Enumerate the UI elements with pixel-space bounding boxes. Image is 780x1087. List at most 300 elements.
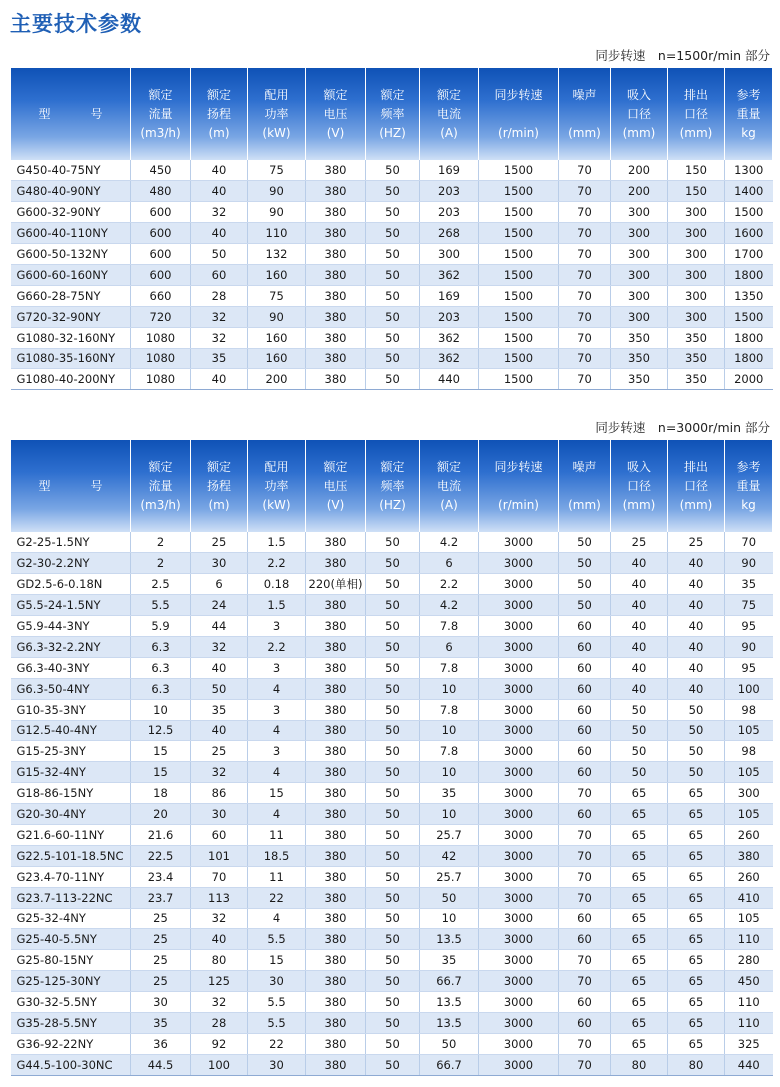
value-cell: 50 xyxy=(366,887,420,908)
section2-subtitle: 同步转速 n=3000r/min 部分 xyxy=(595,420,770,435)
value-cell: 90 xyxy=(725,553,773,574)
model-cell: G6.3-32-2.2NY xyxy=(11,636,131,657)
value-cell: 18.5 xyxy=(248,845,306,866)
table-row xyxy=(11,264,773,285)
header-line: (m) xyxy=(208,497,230,512)
header-line: (A) xyxy=(440,125,458,140)
value-cell: 380 xyxy=(306,678,366,699)
value-cell: 3 xyxy=(248,657,306,678)
value-cell: 110 xyxy=(725,1012,773,1033)
value-cell: 50 xyxy=(668,762,725,783)
value-cell: 5.5 xyxy=(131,595,191,616)
value-cell: 380 xyxy=(306,1033,366,1054)
value-cell: 32 xyxy=(191,762,248,783)
value-cell: 3000 xyxy=(479,657,559,678)
value-cell: 50 xyxy=(366,616,420,637)
table-row xyxy=(11,699,773,720)
value-cell: 40 xyxy=(611,657,668,678)
value-cell: 22.5 xyxy=(131,845,191,866)
value-cell: 1.5 xyxy=(248,595,306,616)
value-cell: 101 xyxy=(191,845,248,866)
value-cell: 70 xyxy=(559,181,611,202)
value-cell: 24 xyxy=(191,595,248,616)
header-line: 重量 xyxy=(736,478,761,493)
model-cell: G18-86-15NY xyxy=(11,783,131,804)
header-line: 参考 xyxy=(736,459,761,474)
model-cell: G1080-40-200NY xyxy=(11,369,131,390)
value-cell: 110 xyxy=(725,992,773,1013)
column-header xyxy=(366,440,420,532)
value-cell: 3 xyxy=(248,699,306,720)
header-line: 流量 xyxy=(148,106,173,121)
value-cell: 1500 xyxy=(479,181,559,202)
value-cell: 40 xyxy=(191,657,248,678)
value-cell: 65 xyxy=(668,950,725,971)
value-cell: 80 xyxy=(611,1054,668,1075)
value-cell: 380 xyxy=(725,845,773,866)
model-cell: G1080-32-160NY xyxy=(11,327,131,348)
column-header xyxy=(559,68,611,160)
value-cell: 1500 xyxy=(725,306,773,327)
value-cell: 40 xyxy=(668,595,725,616)
table-row xyxy=(11,971,773,992)
value-cell: 7.8 xyxy=(420,657,479,678)
value-cell: 80 xyxy=(668,1054,725,1075)
header-line xyxy=(559,477,610,496)
value-cell: 50 xyxy=(366,720,420,741)
value-cell: 105 xyxy=(725,908,773,929)
header-line: 排出 xyxy=(683,459,708,474)
value-cell: 4 xyxy=(248,678,306,699)
header-line: 噪声 xyxy=(572,459,597,474)
value-cell: 90 xyxy=(248,181,306,202)
value-cell: 50 xyxy=(611,741,668,762)
header-line: 额定 xyxy=(206,87,231,102)
value-cell: 70 xyxy=(559,244,611,265)
value-cell: 113 xyxy=(191,887,248,908)
value-cell: 380 xyxy=(306,783,366,804)
value-cell: 70 xyxy=(559,950,611,971)
header-line: (V) xyxy=(326,125,345,140)
value-cell: 600 xyxy=(131,202,191,223)
value-cell: 3 xyxy=(248,741,306,762)
model-cell: G25-125-30NY xyxy=(11,971,131,992)
value-cell: 2000 xyxy=(725,369,773,390)
value-cell: 105 xyxy=(725,762,773,783)
header-line: (kW) xyxy=(262,125,291,140)
value-cell: 65 xyxy=(668,824,725,845)
value-cell: 2 xyxy=(131,553,191,574)
value-cell: 65 xyxy=(611,950,668,971)
value-cell: 40 xyxy=(668,657,725,678)
value-cell: 350 xyxy=(668,327,725,348)
table-row xyxy=(11,720,773,741)
value-cell: 60 xyxy=(559,762,611,783)
value-cell: 60 xyxy=(559,699,611,720)
value-cell: 40 xyxy=(191,720,248,741)
value-cell: 65 xyxy=(611,992,668,1013)
value-cell: 1500 xyxy=(479,285,559,306)
value-cell: 1.5 xyxy=(248,532,306,553)
table-row xyxy=(11,887,773,908)
table-row xyxy=(11,553,773,574)
value-cell: 3000 xyxy=(479,908,559,929)
value-cell: 4.2 xyxy=(420,595,479,616)
value-cell: 380 xyxy=(306,971,366,992)
value-cell: 35 xyxy=(725,574,773,595)
value-cell: 40 xyxy=(191,181,248,202)
header-line: 频率 xyxy=(380,478,405,493)
value-cell: 380 xyxy=(306,824,366,845)
value-cell: 380 xyxy=(306,950,366,971)
value-cell: 203 xyxy=(420,306,479,327)
value-cell: 0.18 xyxy=(248,574,306,595)
value-cell: 70 xyxy=(559,866,611,887)
table-row xyxy=(11,616,773,637)
value-cell: 50 xyxy=(366,181,420,202)
value-cell: 35 xyxy=(420,783,479,804)
value-cell: 3000 xyxy=(479,762,559,783)
value-cell: 10 xyxy=(420,908,479,929)
value-cell: 5.5 xyxy=(248,992,306,1013)
header-line: (m) xyxy=(208,125,230,140)
value-cell: 60 xyxy=(559,804,611,825)
value-cell: 1500 xyxy=(479,369,559,390)
value-cell: 10 xyxy=(420,804,479,825)
header-line: (mm) xyxy=(568,497,601,512)
value-cell: 260 xyxy=(725,824,773,845)
value-cell: 65 xyxy=(611,845,668,866)
value-cell: 25.7 xyxy=(420,824,479,845)
column-header xyxy=(191,440,248,532)
model-cell: G21.6-60-11NY xyxy=(11,824,131,845)
header-line: 额定 xyxy=(380,87,405,102)
header-line: 同步转速 xyxy=(494,87,543,102)
value-cell: 6.3 xyxy=(131,657,191,678)
value-cell: 350 xyxy=(668,348,725,369)
table-row xyxy=(11,223,773,244)
value-cell: 70 xyxy=(559,348,611,369)
model-cell: G1080-35-160NY xyxy=(11,348,131,369)
value-cell: 2.2 xyxy=(420,574,479,595)
value-cell: 300 xyxy=(668,285,725,306)
header-line: 额定 xyxy=(323,87,348,102)
value-cell: 90 xyxy=(725,636,773,657)
value-cell: 50 xyxy=(611,762,668,783)
value-cell: 2.2 xyxy=(248,636,306,657)
value-cell: 25.7 xyxy=(420,866,479,887)
header-line: 电压 xyxy=(323,478,348,493)
value-cell: 32 xyxy=(191,636,248,657)
model-cell: G23.7-113-22NC xyxy=(11,887,131,908)
model-cell: G2-25-1.5NY xyxy=(11,532,131,553)
value-cell: 160 xyxy=(248,327,306,348)
value-cell: 95 xyxy=(725,616,773,637)
column-header xyxy=(131,440,191,532)
header-line: 流量 xyxy=(148,478,173,493)
value-cell: 25 xyxy=(191,532,248,553)
table-row xyxy=(11,202,773,223)
header-line: 口径 xyxy=(626,478,651,493)
value-cell: 1800 xyxy=(725,327,773,348)
column-header xyxy=(611,68,668,160)
value-cell: 380 xyxy=(306,369,366,390)
header-line: 噪声 xyxy=(572,87,597,102)
value-cell: 60 xyxy=(191,264,248,285)
value-cell: 65 xyxy=(668,971,725,992)
value-cell: 1800 xyxy=(725,264,773,285)
value-cell: 3000 xyxy=(479,866,559,887)
header-line: 电流 xyxy=(436,478,461,493)
value-cell: 3000 xyxy=(479,824,559,845)
value-cell: 65 xyxy=(611,1012,668,1033)
value-cell: 40 xyxy=(668,616,725,637)
value-cell: 32 xyxy=(191,306,248,327)
value-cell: 260 xyxy=(725,866,773,887)
value-cell: 160 xyxy=(248,264,306,285)
value-cell: 3000 xyxy=(479,532,559,553)
value-cell: 23.7 xyxy=(131,887,191,908)
table-body xyxy=(11,160,773,390)
column-header xyxy=(306,440,366,532)
value-cell: 25 xyxy=(131,950,191,971)
value-cell: 300 xyxy=(611,244,668,265)
model-cell: G720-32-90NY xyxy=(11,306,131,327)
column-header xyxy=(559,440,611,532)
value-cell: 380 xyxy=(306,327,366,348)
value-cell: 25 xyxy=(131,929,191,950)
model-cell: G20-30-4NY xyxy=(11,804,131,825)
value-cell: 40 xyxy=(611,616,668,637)
header-line: (HZ) xyxy=(379,125,406,140)
header-line: 额定 xyxy=(206,459,231,474)
value-cell: 380 xyxy=(306,553,366,574)
table-row xyxy=(11,866,773,887)
value-cell: 362 xyxy=(420,264,479,285)
column-header xyxy=(420,68,479,160)
value-cell: 65 xyxy=(611,929,668,950)
value-cell: 1500 xyxy=(725,202,773,223)
value-cell: 3000 xyxy=(479,574,559,595)
value-cell: 380 xyxy=(306,264,366,285)
model-cell: G12.5-40-4NY xyxy=(11,720,131,741)
header-line: kg xyxy=(741,125,756,140)
value-cell: 3000 xyxy=(479,553,559,574)
value-cell: 98 xyxy=(725,699,773,720)
value-cell: 3000 xyxy=(479,699,559,720)
value-cell: 13.5 xyxy=(420,929,479,950)
table-row xyxy=(11,950,773,971)
header-line: 参考 xyxy=(736,87,761,102)
value-cell: 65 xyxy=(668,929,725,950)
value-cell: 50 xyxy=(559,595,611,616)
value-cell: 380 xyxy=(306,348,366,369)
value-cell: 70 xyxy=(559,845,611,866)
value-cell: 13.5 xyxy=(420,992,479,1013)
value-cell: 15 xyxy=(131,741,191,762)
value-cell: 2.5 xyxy=(131,574,191,595)
value-cell: 65 xyxy=(611,824,668,845)
value-cell: 1500 xyxy=(479,223,559,244)
value-cell: 60 xyxy=(559,741,611,762)
value-cell: 50 xyxy=(366,866,420,887)
table-row xyxy=(11,532,773,553)
value-cell: 480 xyxy=(131,181,191,202)
value-cell: 380 xyxy=(306,160,366,181)
value-cell: 1500 xyxy=(479,306,559,327)
header-line: (mm) xyxy=(679,497,713,512)
value-cell: 380 xyxy=(306,657,366,678)
value-cell: 200 xyxy=(248,369,306,390)
value-cell: 60 xyxy=(559,657,611,678)
value-cell: 18 xyxy=(131,783,191,804)
value-cell: 380 xyxy=(306,181,366,202)
value-cell: 25 xyxy=(131,908,191,929)
column-header xyxy=(248,68,306,160)
value-cell: 600 xyxy=(131,223,191,244)
value-cell: 65 xyxy=(668,845,725,866)
value-cell: 3000 xyxy=(479,1012,559,1033)
model-cell: G2-30-2.2NY xyxy=(11,553,131,574)
value-cell: 11 xyxy=(248,824,306,845)
value-cell: 300 xyxy=(611,306,668,327)
value-cell: 60 xyxy=(559,678,611,699)
table-row xyxy=(11,636,773,657)
column-header xyxy=(366,68,420,160)
value-cell: 80 xyxy=(191,950,248,971)
value-cell: 3000 xyxy=(479,804,559,825)
value-cell: 65 xyxy=(668,866,725,887)
value-cell: 70 xyxy=(559,783,611,804)
value-cell: 50 xyxy=(366,783,420,804)
header-line: 电流 xyxy=(436,106,461,121)
value-cell: 1700 xyxy=(725,244,773,265)
value-cell: 440 xyxy=(420,369,479,390)
column-header xyxy=(479,68,559,160)
value-cell: 380 xyxy=(306,804,366,825)
value-cell: 28 xyxy=(191,285,248,306)
header-line: 吸入 xyxy=(626,87,651,102)
table-row xyxy=(11,824,773,845)
table-row xyxy=(11,657,773,678)
value-cell: 1500 xyxy=(479,160,559,181)
model-cell: G36-92-22NY xyxy=(11,1033,131,1054)
value-cell: 65 xyxy=(668,887,725,908)
value-cell: 125 xyxy=(191,971,248,992)
value-cell: 3000 xyxy=(479,741,559,762)
value-cell: 36 xyxy=(131,1033,191,1054)
value-cell: 380 xyxy=(306,595,366,616)
value-cell: 1080 xyxy=(131,369,191,390)
table-row xyxy=(11,574,773,595)
header-line: 额定 xyxy=(323,459,348,474)
page-title: 主要技术参数 xyxy=(10,12,142,36)
value-cell: 32 xyxy=(191,908,248,929)
table-row xyxy=(11,1012,773,1033)
model-cell: G35-28-5.5NY xyxy=(11,1012,131,1033)
header-line: (mm) xyxy=(622,497,656,512)
value-cell: 13.5 xyxy=(420,1012,479,1033)
table-row xyxy=(11,741,773,762)
header-line: (V) xyxy=(326,497,345,512)
value-cell: 25 xyxy=(191,741,248,762)
value-cell: 4 xyxy=(248,762,306,783)
value-cell: 200 xyxy=(611,181,668,202)
value-cell: 70 xyxy=(559,887,611,908)
column-header xyxy=(668,440,725,532)
value-cell: 3000 xyxy=(479,720,559,741)
value-cell: 65 xyxy=(611,783,668,804)
header-line: (mm) xyxy=(568,125,601,140)
header-line xyxy=(479,477,558,496)
value-cell: 50 xyxy=(366,264,420,285)
value-cell: 60 xyxy=(559,992,611,1013)
table-header-row xyxy=(11,440,773,532)
value-cell: 105 xyxy=(725,804,773,825)
value-cell: 40 xyxy=(611,636,668,657)
value-cell: 380 xyxy=(306,845,366,866)
model-cell: G30-32-5.5NY xyxy=(11,992,131,1013)
value-cell: 22 xyxy=(248,887,306,908)
value-cell: 10 xyxy=(420,762,479,783)
value-cell: 60 xyxy=(559,720,611,741)
header-line: (m3/h) xyxy=(140,497,181,512)
value-cell: 600 xyxy=(131,244,191,265)
value-cell: 50 xyxy=(366,971,420,992)
value-cell: 92 xyxy=(191,1033,248,1054)
header-line: (mm) xyxy=(622,125,656,140)
spec-table-1500 xyxy=(10,68,773,390)
value-cell: 50 xyxy=(366,1012,420,1033)
table-row xyxy=(11,929,773,950)
model-cell: G25-32-4NY xyxy=(11,908,131,929)
value-cell: 44.5 xyxy=(131,1054,191,1075)
value-cell: 25 xyxy=(131,971,191,992)
value-cell: 105 xyxy=(725,720,773,741)
table-row xyxy=(11,285,773,306)
value-cell: 1080 xyxy=(131,348,191,369)
value-cell: 50 xyxy=(191,678,248,699)
value-cell: 50 xyxy=(366,1033,420,1054)
header-line: kg xyxy=(741,497,756,512)
header-line: 型 号 xyxy=(38,106,117,121)
value-cell: 203 xyxy=(420,181,479,202)
value-cell: 280 xyxy=(725,950,773,971)
value-cell: 1800 xyxy=(725,348,773,369)
header-line: 频率 xyxy=(380,106,405,121)
table-row xyxy=(11,244,773,265)
column-header xyxy=(248,440,306,532)
value-cell: 1080 xyxy=(131,327,191,348)
value-cell: 35 xyxy=(191,348,248,369)
value-cell: 60 xyxy=(559,929,611,950)
value-cell: 40 xyxy=(668,574,725,595)
value-cell: 70 xyxy=(559,1054,611,1075)
value-cell: 380 xyxy=(306,636,366,657)
value-cell: 1500 xyxy=(479,264,559,285)
value-cell: 50 xyxy=(366,678,420,699)
model-cell: G25-80-15NY xyxy=(11,950,131,971)
value-cell: 380 xyxy=(306,741,366,762)
value-cell: 32 xyxy=(191,992,248,1013)
value-cell: 3000 xyxy=(479,783,559,804)
value-cell: 50 xyxy=(366,348,420,369)
header-line: 额定 xyxy=(380,459,405,474)
value-cell: 70 xyxy=(559,971,611,992)
value-cell: 3000 xyxy=(479,887,559,908)
header-line: (mm) xyxy=(679,125,713,140)
value-cell: 50 xyxy=(366,574,420,595)
